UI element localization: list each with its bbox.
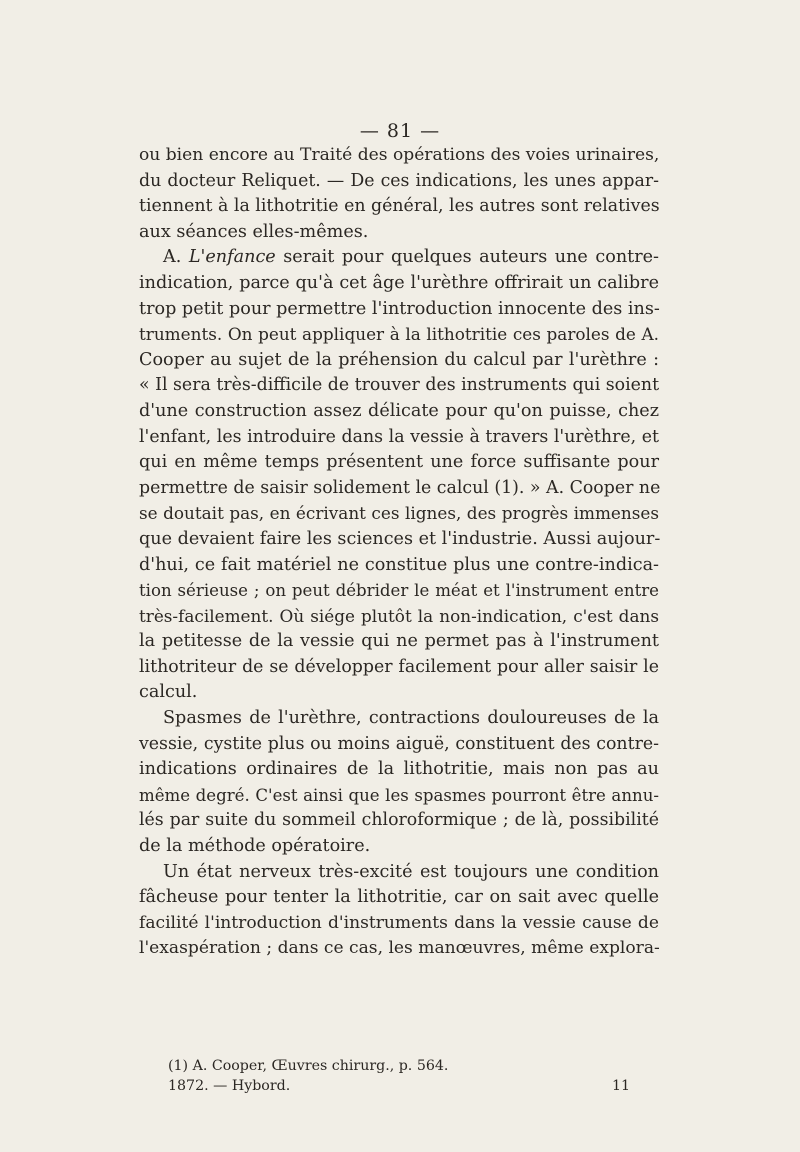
text-line: la petitesse de la vessie qui ne permet pas à l'instrument — [139, 631, 659, 652]
body-text — [139, 143, 659, 962]
text-line: indications ordinaires de la lithotritie, mais non pas au — [139, 759, 659, 780]
text-line: d'hui, ce fait matériel ne constitue plus une contre-indica- — [139, 554, 659, 575]
text-line: qui en même temps présentent une force suffisante pour — [139, 452, 659, 473]
footnote-text: (1) A. Cooper, Œuvres chirurg., p. 564. — [168, 1058, 449, 1074]
text-line: trop petit pour permettre l'introduction innocente des ins- — [139, 298, 660, 319]
footnote — [168, 1056, 668, 1076]
text-line: aux séances elles-mêmes. — [139, 221, 369, 242]
text-line: très-facilement. Où siége plutôt la non-indication, c'est dans — [139, 605, 659, 626]
text-line: lithotriteur de se développer facilement pour aller saisir le — [139, 656, 659, 677]
text-line: d'une construction assez délicate pour qu'on puisse, chez — [139, 400, 659, 421]
italic-term: L'enfance — [188, 247, 276, 268]
text-line: de la méthode opératoire. — [139, 836, 371, 857]
text-line — [139, 245, 659, 271]
text-line: indication, parce qu'à cet âge l'urèthre offrirait un calibre — [139, 272, 659, 293]
text-line: que devaient faire les sciences et l'industrie. Aussi aujour- — [139, 528, 661, 549]
page-number-header: — 81 — — [359, 120, 441, 142]
text-line: l'exaspération ; dans ce cas, les manœuvres, même explora- — [139, 938, 660, 959]
printer-signature: 1872. — Hybord. — [168, 1078, 291, 1094]
text-line: « Il sera très-difficile de trouver des instruments qui soient — [139, 375, 660, 396]
text-line: tion sérieuse ; on peut débrider le méat et l'instrument entre — [139, 581, 659, 601]
text-line: l'enfant, les introduire dans la vessie à travers l'urèthre, et — [139, 426, 659, 447]
text-line: tiennent à la lithotritie en général, les autres sont relatives — [139, 196, 660, 217]
text-line: truments. On peut appliquer à la lithotritie ces paroles de A. — [139, 324, 659, 345]
text-line: permettre de saisir solidement le calcul (1). » A. Cooper ne — [139, 477, 661, 498]
text-line: fâcheuse pour tenter la lithotritie, car on sait avec quelle — [139, 887, 659, 908]
text-line: Spasmes de l'urèthre, contractions douloureuses de la — [163, 708, 659, 729]
text-line: Cooper au sujet de la préhension du calcul par l'urèthre : — [139, 349, 659, 370]
text-line: facilité l'introduction d'instruments dans la vessie cause de — [139, 912, 659, 933]
text-line: se doutait pas, en écrivant ces lignes, des progrès immenses — [139, 503, 659, 524]
text-line: même degré. C'est ainsi que les spasmes pourront être annu- — [139, 785, 659, 805]
text-line: Un état nerveux très-excité est toujours une condition — [163, 861, 659, 882]
text-line: ou bien encore au Traité des opérations des voies urinaires, — [139, 145, 660, 165]
paragraph-label: A. — [163, 247, 189, 268]
text-line: lés par suite du sommeil chloroformique ; de là, possibilité — [139, 810, 659, 831]
text-fragment: serait pour quelques auteurs une contre- — [275, 247, 659, 268]
text-line: du docteur Reliquet. — De ces indications, les unes appar- — [139, 170, 659, 191]
sheet-number: 11 — [612, 1078, 631, 1094]
text-line: calcul. — [139, 682, 198, 703]
text-line: vessie, cystite plus ou moins aiguë, constituent des contre- — [139, 733, 659, 754]
